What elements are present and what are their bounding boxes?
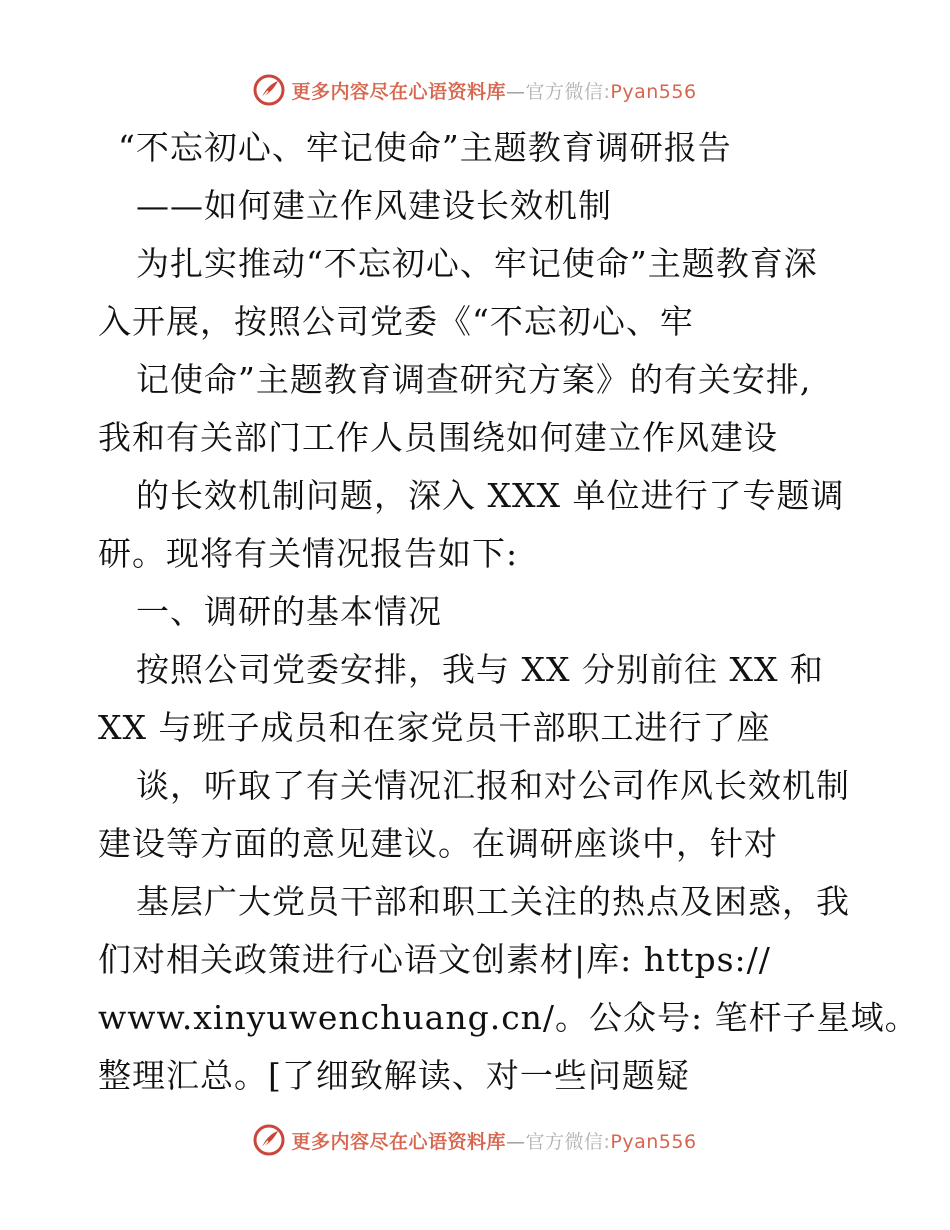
footer-banner-content bbox=[253, 1124, 696, 1156]
body-line: 整理汇总。[了细致解读、对一些问题疑 bbox=[98, 1056, 690, 1095]
body-line: 谈，听取了有关情况汇报和对公司作风长效机制 bbox=[136, 766, 850, 805]
separator-dash: — bbox=[505, 1130, 526, 1153]
header-banner bbox=[0, 70, 950, 110]
body-line: 按照公司党委安排，我与 XX 分别前往 XX 和 bbox=[136, 650, 824, 689]
feather-quill-icon bbox=[253, 74, 285, 106]
site-name: 更多内容尽在心语资料库 bbox=[291, 1130, 506, 1153]
header-banner-content bbox=[253, 74, 696, 106]
wechat-label: 官方微信: bbox=[525, 80, 611, 103]
feather-quill-icon bbox=[253, 1124, 285, 1156]
body-line: 研。现将有关情况报告如下: bbox=[98, 534, 519, 573]
body-line: 的长效机制问题，深入 XXX 单位进行了专题调 bbox=[136, 476, 845, 515]
footer-banner-text bbox=[291, 1127, 696, 1154]
body-line: 记使命”主题教育调查研究方案》的有关安排, bbox=[136, 360, 812, 399]
body-line: 入开展，按照公司党委《“不忘初心、牢 bbox=[98, 302, 694, 341]
separator-dash: — bbox=[505, 80, 526, 103]
wechat-label: 官方微信: bbox=[525, 1130, 611, 1153]
body-line: 们对相关政策进行心语文创素材|库: https:// bbox=[98, 940, 771, 979]
document-subtitle: ——如何建立作风建设长效机制 bbox=[136, 186, 612, 225]
body-line: www.xinyuwenchuang.cn/。公众号: 笔杆子星域。 bbox=[98, 998, 919, 1037]
section-heading: 一、调研的基本情况 bbox=[136, 592, 442, 631]
site-name: 更多内容尽在心语资料库 bbox=[291, 80, 506, 103]
wechat-account: Pyan556 bbox=[610, 80, 697, 103]
body-line: 基层广大党员干部和职工关注的热点及困惑，我 bbox=[136, 882, 850, 921]
body-line: 建设等方面的意见建议。在调研座谈中，针对 bbox=[98, 824, 778, 863]
document-title: “不忘初心、牢记使命”主题教育调研报告 bbox=[118, 128, 732, 167]
body-line: 我和有关部门工作人员围绕如何建立作风建设 bbox=[98, 418, 778, 457]
body-line: XX 与班子成员和在家党员干部职工进行了座 bbox=[98, 708, 771, 747]
body-line: 为扎实推动“不忘初心、牢记使命”主题教育深 bbox=[136, 244, 818, 283]
wechat-account: Pyan556 bbox=[610, 1130, 697, 1153]
footer-banner bbox=[0, 1120, 950, 1160]
header-banner-text bbox=[291, 77, 696, 104]
